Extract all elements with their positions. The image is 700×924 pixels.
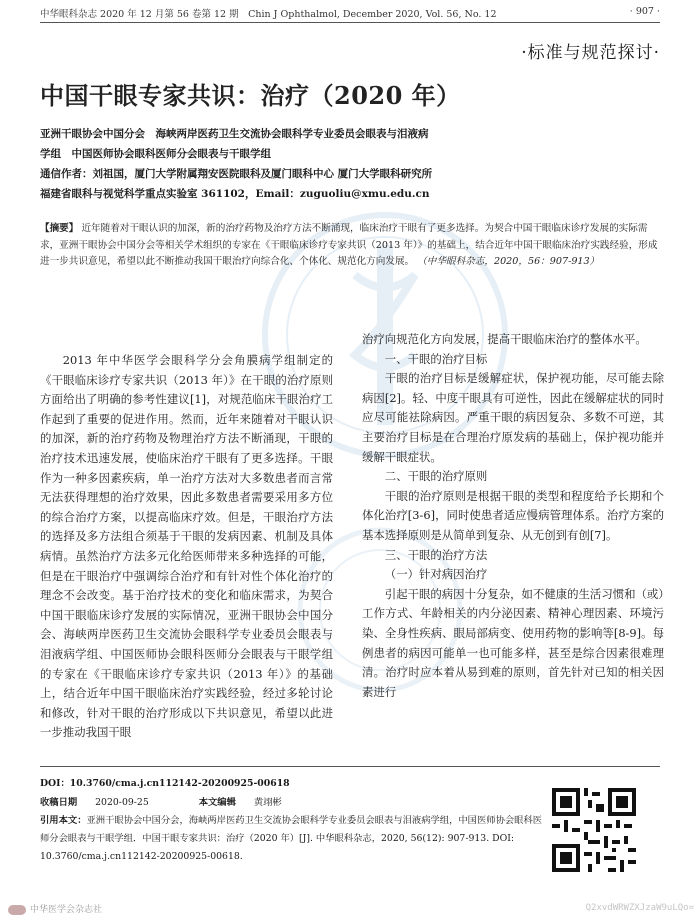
citation-label: 引用本文： (40, 815, 87, 826)
section-heading: 三、干眼的治疗方法 (384, 547, 488, 562)
editor-label: 本文编辑 (198, 797, 236, 808)
section-heading: 二、干眼的治疗原则 (384, 469, 488, 484)
author-line: 通信作者：刘祖国，厦门大学附属翔安医院眼科及厦门眼科中心 厦门大学眼科研究所 (40, 168, 433, 180)
document-id: Q2xvdWRWZXJzaW9uLQo= (585, 903, 694, 913)
body-paragraph: 干眼的治疗目标是缓解症状，保护视功能，尽可能去除病因[2]。轻、中度干眼具有可逆性，因此在缓解症状的同时应尽可能祛除病因。严重干眼的病因复杂、多数不可逆，其主要治疗目标是在合理治疗原发病的基础上，保护视功能并缓解干眼症状。 (362, 371, 664, 464)
subsection-heading: （一）针对病因治疗 (384, 567, 488, 582)
abstract-text: 近年随着对干眼认识的加深，新的治疗药物及治疗方法不断涌现，临床治疗干眼有了更多选择。为契合中国干眼临床诊疗发展的实际需求，亚洲干眼协会中国分会等相关学术组织的专家在《干眼临床诊疗专家共识（2013 年）》的基础上，结合近年中国干眼临床治疗实践经验，形成进一步共识意见，希望以此不断推动我国干眼治疗向综合化、个体化、规范化方向发展。 (40, 223, 658, 267)
author-line: 亚洲干眼协会中国分会 海峡两岸医药卫生交流协会眼科学专业委员会眼表与泪液病 (40, 128, 429, 140)
body-column-right (362, 330, 664, 760)
abstract-citation: （中华眼科杂志，2020，56：907-913） (417, 256, 600, 267)
dates-line (40, 793, 545, 812)
body-paragraph: 治疗向规范化方向发展，提高干眼临床治疗的整体水平。 (362, 332, 647, 346)
publisher-name: 中华医学会杂志社 (30, 905, 103, 915)
author-block (40, 124, 665, 204)
abstract (40, 221, 666, 287)
header-rule (40, 22, 660, 23)
body-column-left (40, 351, 333, 759)
body-paragraph: 引起干眼的病因十分复杂，如不健康的生活习惯和（或）工作方式、年龄相关的内分泌因素、精神心理因素、环境污染、全身性疾病、眼局部病变、使用药物的影响等[8-9]。每例患者的病因可能单一也可能多样，甚至是综合因素很难理清。治疗时应本着从易到难的原则，首先针对已知的相关因素进行 (362, 586, 664, 699)
received-label: 收稿日期 (40, 797, 78, 808)
page-number: · 907 · (629, 6, 660, 17)
citation-block (40, 812, 545, 876)
citation-text: 亚洲干眼协会中国分会，海峡两岸医药卫生交流协会眼科学专业委员会眼表与泪液病学组，中国医师协会眼科医师分会眼表与干眼学组．中国干眼专家共识：治疗（2020 年）[J]. 中华眼科杂志，2020, 56(12): 907-913. DOI: 10.3760/cma.j.cn112142-20200925-00618. (40, 815, 543, 862)
body-paragraph: 2013 年中华医学会眼科学分会角膜病学组制定的《干眼临床诊疗专家共识（2013 年）》在干眼的治疗原则方面给出了明确的参考性建议[1]，对规范临床干眼治疗工作起到了重要的促进作用。然而，近年来随着对干眼认识的加深，新的治疗药物及物理治疗方法不断涌现，干眼的治疗技术迅速发展，使临床治疗干眼有了更多选择。干眼作为一种多因素疾病，单一治疗方法对大多数患者而言常无法获得理想的治疗效果，因此多数患者需要采用多方位的综合治疗方案，以提高临床疗效。但是，干眼治疗方法的选择及多方法组合须基于干眼的发病因素、机制及具体病情。虽然治疗方法多元化给医师带来多种选择的可能，但是在干眼治疗中强调综合治疗和有针对性个体化治疗的理念不会改变。基于治疗技术的变化和临床需求，为契合中国干眼临床诊疗发展的实际情况，亚洲干眼协会中国分会、海峡两岸医药卫生交流协会眼科学专业委员会眼表与泪液病学组、中国医师协会眼科医师分会眼表与干眼学组的专家在《干眼临床诊疗专家共识（2013 年）》的基础上，结合近年中国干眼临床治疗实践经验，经过多轮讨论和修改，针对干眼的治疗形成以下共识意见，希望以此进一步推动我国干眼 (40, 353, 333, 740)
running-header: 中华眼科杂志 2020 年 12 月第 56 卷第 12 期 Chin J Ophthalmol, December 2020, Vol. 56, No. 12 (40, 9, 497, 20)
received-date: 2020-09-25 (95, 797, 149, 808)
abstract-label: 【摘要】 (40, 223, 79, 234)
footer-rule (40, 766, 660, 767)
publisher-logo (8, 902, 102, 915)
author-line: 学组 中国医师协会眼科医师分会眼表与干眼学组 (40, 148, 271, 160)
section-heading: 一、干眼的治疗目标 (384, 351, 488, 366)
body-paragraph: 干眼的治疗原则是根据干眼的类型和程度给予长期和个体化治疗[3-6]，同时使患者适应慢病管理体系。治疗方案的基本选择原则是从简单到复杂、从无创到有创[7]。 (362, 488, 664, 542)
author-line: 福建省眼科与视觉科学重点实验室 361102，Email：zuguoliu@xmu.edu.cn (40, 188, 430, 200)
column-tag: ·标准与规范探讨· (521, 43, 660, 63)
publisher-logo-icon (8, 905, 26, 915)
editor-name: 黄翊彬 (253, 797, 282, 808)
qr-code (552, 788, 636, 872)
doi-line: DOI：10.3760/cma.j.cn112142-20200925-00618 (40, 778, 290, 789)
article-title: 中国干眼专家共识：治疗（2020 年） (40, 81, 461, 110)
